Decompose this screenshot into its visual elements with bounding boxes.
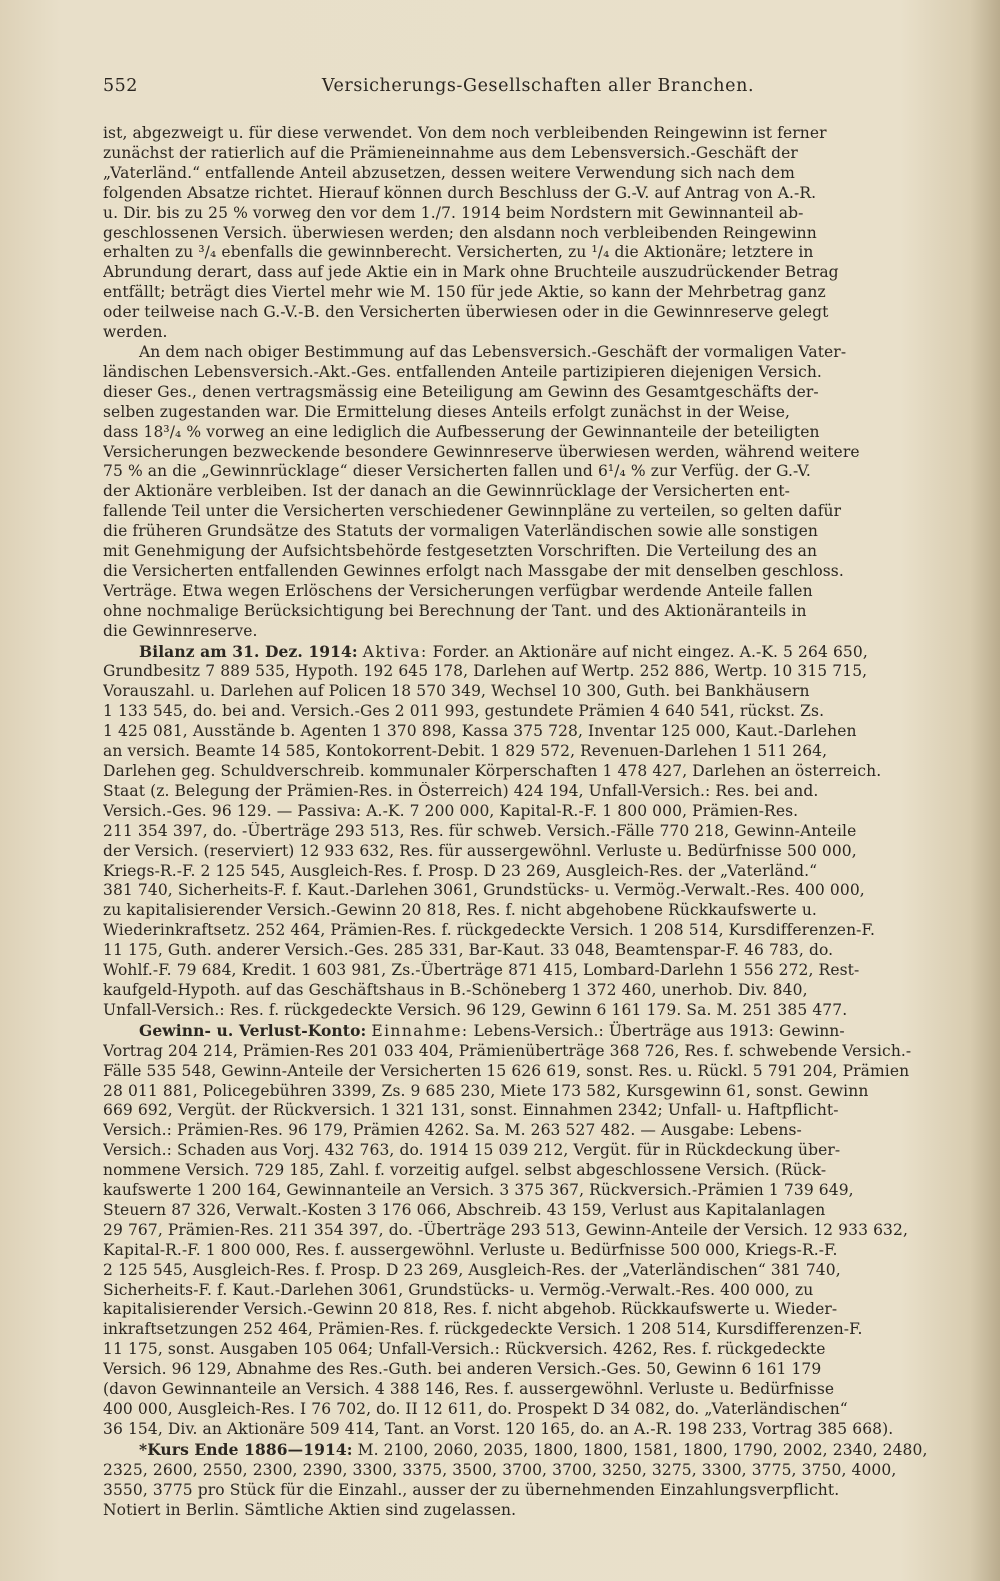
line-text: 11 175, Guth. anderer Versich.-Ges. 285 331, Bar-Kaut. 33 048, Beamtenspar-F. 46 783, do. (103, 941, 834, 960)
line-text: folgenden Absatze richtet. Hierauf können durch Beschluss der G.-V. auf Antrag von A.-R. (103, 183, 817, 202)
line-text: Versich.: Prämien-Res. 96 179, Prämien 4262. Sa. M. 263 527 482. — Ausgabe: Lebens- (103, 1121, 802, 1140)
line-text: Versich.: Schaden aus Vorj. 432 763, do. 1914 15 039 212, Vergüt. für in Rückdeckung über- (103, 1141, 841, 1160)
line-text: die Versicherten entfallenden Gewinnes erfolgt nach Massgabe der mit denselben geschloss. (103, 561, 844, 580)
text-line (103, 1141, 973, 1161)
line-text: selben zugestanden war. Die Ermittelung dieses Anteils erfolgt zunächst in der Weise, (103, 402, 790, 421)
line-text: 36 154, Div. an Aktionäre 509 414, Tant. an Vorst. 120 165, do. an A.-R. 198 233, Vortrag 385 668). (103, 1419, 894, 1438)
text-line (103, 243, 973, 263)
line-text: Steuern 87 326, Verwalt.-Kosten 3 176 066, Abschreib. 43 159, Verlust aus Kapitalanlagen (103, 1200, 826, 1219)
text-line (103, 1062, 973, 1082)
text-line (103, 782, 973, 802)
line-text: nommene Versich. 729 185, Zahl. f. vorzeitig aufgel. selbst abgeschlossene Versich. (Rück- (103, 1161, 827, 1180)
text-line (103, 1261, 973, 1281)
text-line (103, 762, 973, 782)
text-line (103, 1420, 973, 1440)
line-text: 400 000, Ausgleich-Res. I 76 702, do. II 12 611, do. Prospekt D 34 082, do. „Vaterländischen“ (103, 1400, 848, 1418)
text-line (103, 702, 973, 722)
paragraph-profit-and-loss (103, 1021, 973, 1440)
text-line (103, 462, 973, 482)
line-text: zunächst der ratierlich auf die Prämieneinnahme aus dem Lebensversich.-Geschäft der (103, 143, 798, 162)
line-text: 2 125 545, Ausgleich-Res. f. Prosp. D 23 269, Ausgleich-Res. der „Vaterländischen“ 381 740, (103, 1260, 841, 1279)
line-text: an versich. Beamte 14 585, Kontokorrent-Debit. 1 829 572, Revenuen-Darlehen 1 511 264, (103, 742, 828, 761)
text-line (103, 722, 973, 742)
line-text: 211 354 397, do. -Überträge 293 513, Res. für schweb. Versich.-Fälle 770 218, Gewinn-Anteile (103, 821, 857, 840)
line-text: Sicherheits-F. f. Kaut.-Darlehen 3061, Grundstücks- u. Vermög.-Verwalt.-Res. 400 000, zu (103, 1280, 814, 1299)
text-line (103, 1082, 973, 1102)
text-line (103, 1461, 973, 1481)
paragraph-share-price (103, 1440, 973, 1521)
line-text: der Aktionäre verbleiben. Ist der danach an die Gewinnrücklage der Versicherten ent- (103, 482, 791, 501)
text-line (103, 124, 973, 144)
text-line (103, 403, 973, 423)
line-text: „Vaterländ.“ entfallende Anteil abzusetzen, dessen weitere Verwendung sich nach dem (103, 163, 795, 182)
text-line (103, 901, 973, 921)
line-text: 381 740, Sicherheits-F. f. Kaut.-Darlehen 3061, Grundstücks- u. Vermög.-Verwalt.-Res. 400 000, (103, 881, 865, 900)
running-head: Versicherungs-Gesellschaften aller Branchen. (321, 76, 755, 96)
text-line (103, 343, 973, 363)
text-line (103, 881, 973, 901)
line-text: Notiert in Berlin. Sämtliche Aktien sind zugelassen. (103, 1500, 517, 1519)
text-line (103, 1360, 973, 1380)
section-subheading: Aktiva: (362, 642, 428, 661)
text-line (103, 482, 973, 502)
line-text: 28 011 881, Policegebühren 3399, Zs. 9 685 230, Miete 173 582, Kursgewinn 61, sonst. Gewinn (103, 1081, 869, 1100)
line-text: Verträge. Etwa wegen Erlöschens der Versicherungen verfügbar werdende Anteile fallen (103, 581, 813, 600)
text-line (103, 822, 973, 842)
text-line (103, 642, 973, 663)
line-text: Unfall-Versich.: Res. f. rückgedeckte Versich. 96 129, Gewinn 6 161 179. Sa. M. 251 385 477. (103, 1000, 848, 1019)
line-text: kapitalisierender Versich.-Gewinn 20 818, Res. f. nicht abgehob. Rückkaufswerte u. Wieder- (103, 1300, 838, 1319)
line-text: oder teilweise nach G.-V.-B. den Versicherten überwiesen oder in die Gewinnreserve gelegt (103, 303, 829, 322)
text-line (103, 941, 973, 961)
text-line (103, 1481, 973, 1501)
line-text: dieser Ges., denen vertragsmässig eine Beteiligung am Gewinn des Gesamtgeschäfts der- (103, 382, 819, 401)
text-line (103, 443, 973, 463)
line-text: 669 692, Vergüt. der Rückversich. 1 321 131, sonst. Einnahmen 2342; Unfall- u. Haftpflicht- (103, 1101, 839, 1120)
line-text: (davon Gewinnanteile an Versich. 4 388 146, Res. f. aussergewöhnl. Verluste u. Bedürfnisse (103, 1380, 835, 1399)
text-line (103, 1221, 973, 1241)
text-line (103, 981, 973, 1001)
page-header (103, 76, 973, 100)
line-text: zu kapitalisierender Versich.-Gewinn 20 818, Res. f. nicht abgehobene Rückkaufswerte u. (103, 901, 817, 920)
text-line (103, 1201, 973, 1221)
text-line (103, 263, 973, 283)
line-text: die früheren Grundsätze des Statuts der vormaligen Vaterländischen sowie alle sonstigen (103, 522, 818, 541)
line-text: An dem nach obiger Bestimmung auf das Lebensversich.-Geschäft der vormaligen Vater- (139, 342, 847, 361)
text-line (103, 204, 973, 224)
line-text: Fälle 535 548, Gewinn-Anteile der Versicherten 15 626 619, sonst. Res. u. Rückl. 5 791 204, Prämien (103, 1061, 910, 1080)
text-line (103, 802, 973, 822)
text-line (103, 1320, 973, 1340)
text-line (103, 1300, 973, 1320)
line-text: Lebens-Versich.: Überträge aus 1913: Gewinn- (468, 1021, 845, 1040)
line-text: Forder. an Aktionäre auf nicht eingez. A.-K. 5 264 650, (427, 642, 868, 661)
line-text: 75 % an die „Gewinnrücklage“ dieser Versicherten fallen und 6¹/₄ % zur Verfüg. der G.-V. (103, 462, 811, 481)
line-text: Grundbesitz 7 889 535, Hypoth. 192 645 178, Darlehen auf Wertp. 252 886, Wertp. 10 315 715, (103, 662, 868, 681)
text-line (103, 1181, 973, 1201)
text-line (103, 1241, 973, 1261)
line-text: kaufswerte 1 200 164, Gewinnanteile an Versich. 3 375 367, Rückversich.-Prämien 1 739 649, (103, 1181, 854, 1200)
text-line (103, 862, 973, 882)
line-text: 29 767, Prämien-Res. 211 354 397, do. -Überträge 293 513, Gewinn-Anteile der Versich. 12 933 632, (103, 1220, 908, 1239)
text-line (103, 961, 973, 981)
line-text: 11 175, sonst. Ausgaben 105 064; Unfall-Versich.: Rückversich. 4262, Res. f. rückgedeckte (103, 1340, 826, 1359)
paragraph-vaterlaendische-participation (103, 343, 973, 642)
line-text: Abrundung derart, dass auf jede Aktie ein in Mark ohne Bruchteile auszudrückender Betrag (103, 263, 839, 282)
line-text: 2325, 2600, 2550, 2300, 2390, 3300, 3375, 3500, 3700, 3700, 3250, 3275, 3300, 3775, 3750, 4000, (103, 1460, 897, 1479)
text-line (103, 1380, 973, 1400)
text-line (103, 1021, 973, 1042)
line-text: 3550, 3775 pro Stück für die Einzahl., ausser der zu übernehmenden Einzahlungsverpflicht. (103, 1480, 840, 1499)
section-heading: Bilanz am 31. Dez. 1914: (139, 641, 358, 661)
text-line (103, 383, 973, 403)
line-text: Kapital-R.-F. 1 800 000, Res. f. aussergewöhnl. Verluste u. Bedürfnisse 500 000, Kriegs-R.-F. (103, 1240, 838, 1259)
text-line (103, 303, 973, 323)
text-line (103, 622, 973, 642)
line-text: Darlehen geg. Schuldverschreib. kommunaler Körperschaften 1 478 427, Darlehen an österreich. (103, 762, 882, 780)
text-line (103, 1440, 973, 1461)
text-line (103, 1501, 973, 1521)
line-text: fallende Teil unter die Versicherten verschiedener Gewinnpläne zu verteilen, so gelten dafür (103, 502, 842, 521)
text-line (103, 921, 973, 941)
text-line (103, 542, 973, 562)
document-body (103, 124, 973, 1520)
line-text: Versich.-Ges. 96 129. — Passiva: A.-K. 7 200 000, Kapital-R.-F. 1 800 000, Prämien-Res. (103, 801, 799, 820)
line-text: werden. (103, 323, 168, 342)
section-heading: Gewinn- u. Verlust-Konto: (139, 1020, 367, 1040)
text-line (103, 1340, 973, 1360)
text-line (103, 1121, 973, 1141)
line-text: geschlossenen Versich. überwiesen werden; den alsdann noch verbleibenden Reingewinn (103, 223, 817, 242)
text-line (103, 682, 973, 702)
text-line (103, 283, 973, 303)
line-text: ist, abgezweigt u. für diese verwendet. Von dem noch verbleibenden Reingewinn ist ferner (103, 124, 827, 142)
line-text: Wiederinkraftsetz. 252 464, Prämien-Res. f. rückgedeckte Versich. 1 208 514, Kursdifferenzen-F. (103, 921, 875, 940)
text-line (103, 742, 973, 762)
line-text: M. 2100, 2060, 2035, 1800, 1800, 1581, 1800, 1790, 2002, 2340, 2480, (352, 1440, 928, 1459)
page-number: 552 (103, 76, 138, 96)
paragraph-dividend-rules (103, 124, 973, 343)
line-text: kaufgeld-Hypoth. auf das Geschäftshaus in B.-Schöneberg 1 372 460, unerhob. Div. 840, (103, 980, 808, 999)
line-text: 1 133 545, do. bei and. Versich.-Ges 2 011 993, gestundete Prämien 4 640 541, rückst. Zs. (103, 702, 825, 721)
section-subheading: Einnahme: (371, 1021, 469, 1040)
text-line (103, 662, 973, 682)
text-line (103, 1281, 973, 1301)
line-text: Vorauszahl. u. Darlehen auf Policen 18 570 349, Wechsel 10 300, Guth. bei Bankhäusern (103, 682, 810, 701)
line-text: erhalten zu ³/₄ ebenfalls die gewinnberecht. Versicherten, zu ¹/₄ die Aktionäre; letztere in (103, 243, 814, 262)
text-line (103, 602, 973, 622)
text-line (103, 502, 973, 522)
line-text: Staat (z. Belegung der Prämien-Res. in Österreich) 424 194, Unfall-Versich.: Res. bei and. (103, 781, 819, 800)
text-line (103, 582, 973, 602)
text-line (103, 323, 973, 343)
text-line (103, 1400, 973, 1420)
text-line (103, 522, 973, 542)
line-text: Wohlf.-F. 79 684, Kredit. 1 603 981, Zs.-Überträge 871 415, Lombard-Darlehn 1 556 272, Rest- (103, 961, 860, 980)
text-line (103, 842, 973, 862)
text-line (103, 144, 973, 164)
line-text: u. Dir. bis zu 25 % vorweg den vor dem 1./7. 1914 beim Nordstern mit Gewinnanteil ab- (103, 203, 804, 222)
text-line (103, 1001, 973, 1021)
line-text: ohne nochmalige Berücksichtigung bei Berechnung der Tant. und des Aktionäranteils in (103, 601, 807, 620)
text-line (103, 423, 973, 443)
text-line (103, 1042, 973, 1062)
text-line (103, 224, 973, 244)
text-line (103, 562, 973, 582)
paragraph-balance-sheet (103, 642, 973, 1021)
line-text: Versich. 96 129, Abnahme des Res.-Guth. bei anderen Versich.-Ges. 50, Gewinn 6 161 179 (103, 1360, 822, 1379)
line-text: der Versich. (reserviert) 12 933 632, Res. für aussergewöhnl. Verluste u. Bedürfnisse 500 000, (103, 841, 857, 860)
line-text: dass 18³/₄ % vorweg an eine lediglich die Aufbesserung der Gewinnanteile der beteiligten (103, 422, 820, 441)
text-line (103, 184, 973, 204)
text-line (103, 1101, 973, 1121)
line-text: die Gewinnreserve. (103, 621, 258, 640)
line-text: Versicherungen bezweckende besondere Gewinnreserve überwiesen werden, während weitere (103, 442, 860, 461)
text-line (103, 363, 973, 383)
section-heading: *Kurs Ende 1886—1914: (139, 1439, 353, 1459)
line-text: ländischen Lebensversich.-Akt.-Ges. entfallenden Anteile partizipieren diejenigen Versich. (103, 362, 822, 381)
line-text: Kriegs-R.-F. 2 125 545, Ausgleich-Res. f. Prosp. D 23 269, Ausgleich-Res. der „Vaterländ.“ (103, 861, 818, 880)
line-text: inkraftsetzungen 252 464, Prämien-Res. f. rückgedeckte Versich. 1 208 514, Kursdifferenzen-F. (103, 1320, 863, 1339)
text-line (103, 1161, 973, 1181)
line-text: entfällt; beträgt dies Viertel mehr wie M. 150 für jede Aktie, so kann der Mehrbetrag ganz (103, 283, 826, 302)
line-text: mit Genehmigung der Aufsichtsbehörde festgesetzten Vorschriften. Die Verteilung des an (103, 542, 818, 561)
line-text: 1 425 081, Ausstände b. Agenten 1 370 898, Kassa 375 728, Inventar 125 000, Kaut.-Darlehen (103, 722, 857, 741)
line-text: Vortrag 204 214, Prämien-Res 201 033 404, Prämienüberträge 368 726, Res. f. schwebende Versich.- (103, 1041, 912, 1060)
text-line (103, 164, 973, 184)
